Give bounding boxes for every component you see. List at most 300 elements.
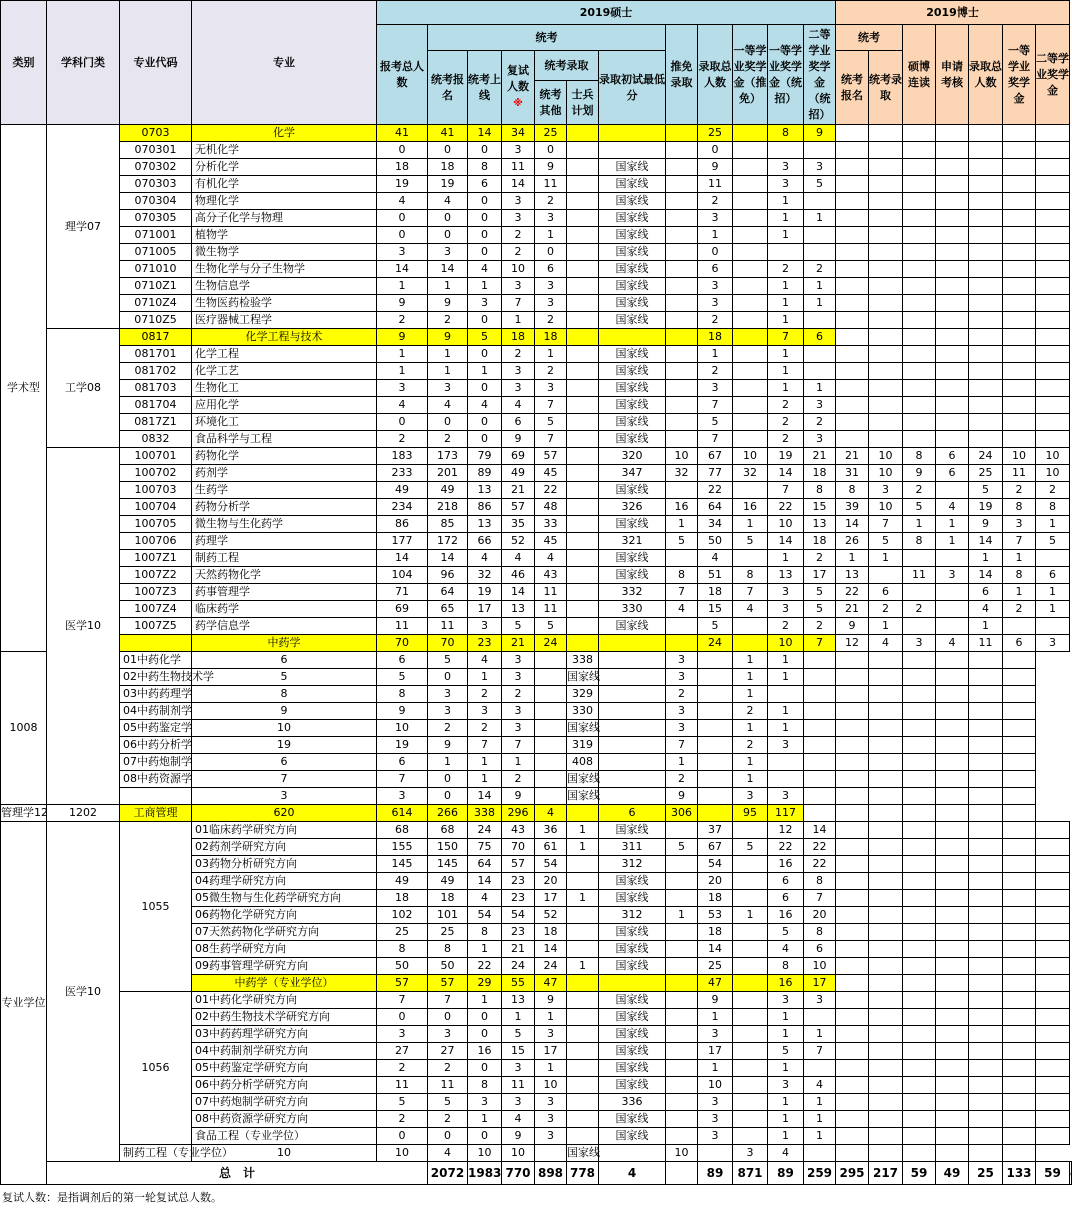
value-cell <box>535 771 567 788</box>
value-cell <box>666 958 698 975</box>
table-row <box>1 652 1072 669</box>
value-cell: 1 <box>698 1009 733 1026</box>
value-cell: 19 <box>192 737 377 754</box>
value-cell <box>836 958 869 975</box>
value-cell <box>1003 907 1036 924</box>
value-cell <box>836 1026 869 1043</box>
value-cell: 8 <box>468 159 502 176</box>
value-cell <box>666 635 698 652</box>
value-cell: 1 <box>768 312 804 329</box>
value-cell <box>666 380 698 397</box>
value-cell: 3 <box>468 1094 502 1111</box>
value-cell: 22 <box>768 499 804 516</box>
value-cell: 3 <box>535 1111 567 1128</box>
category-cell: 专业学位 <box>1 822 47 1185</box>
value-cell <box>869 822 903 839</box>
value-cell: 5 <box>468 329 502 346</box>
value-cell <box>936 414 969 431</box>
code-cell: 0710Z4 <box>120 295 192 312</box>
value-cell: 10 <box>377 720 428 737</box>
value-cell <box>903 822 936 839</box>
value-cell <box>666 1009 698 1026</box>
value-cell <box>1036 244 1070 261</box>
value-cell <box>969 941 1003 958</box>
discipline-cell: 工学08 <box>47 329 120 448</box>
value-cell <box>567 567 599 584</box>
value-cell: 1 <box>535 1060 567 1077</box>
value-cell <box>936 958 969 975</box>
table-row <box>1 516 1072 533</box>
code-cell: 081703 <box>120 380 192 397</box>
value-cell <box>969 958 1003 975</box>
value-cell: 3 <box>936 567 969 584</box>
major-cell: 药理学 <box>192 533 377 550</box>
value-cell <box>869 278 903 295</box>
code-cell: 1007Z2 <box>120 567 192 584</box>
value-cell: 4 <box>733 601 768 618</box>
value-cell: 8 <box>903 533 936 550</box>
value-cell <box>903 1145 936 1162</box>
table-row <box>1 567 1072 584</box>
value-cell <box>567 975 599 992</box>
value-cell <box>1036 176 1070 193</box>
value-cell: 86 <box>468 499 502 516</box>
value-cell: 国家线 <box>599 992 666 1009</box>
value-cell <box>836 737 869 754</box>
major-cell: 工商管理 <box>120 805 192 822</box>
value-cell: 50 <box>428 958 468 975</box>
value-cell <box>698 1145 733 1162</box>
value-cell: 218 <box>428 499 468 516</box>
value-cell: 11 <box>535 584 567 601</box>
major-cell: 02中药生物技术学研究方向 <box>192 1009 377 1026</box>
value-cell: 17 <box>804 567 836 584</box>
value-cell: 11 <box>428 1077 468 1094</box>
value-cell <box>567 941 599 958</box>
value-cell: 2 <box>903 482 936 499</box>
value-cell: 5 <box>666 839 698 856</box>
value-cell: 41 <box>377 125 428 142</box>
value-cell: 8 <box>804 482 836 499</box>
value-cell <box>869 686 903 703</box>
value-cell <box>567 584 599 601</box>
value-cell <box>733 176 768 193</box>
value-cell: 6 <box>768 890 804 907</box>
major-cell: 微生物学 <box>192 244 377 261</box>
value-cell: 8 <box>804 924 836 941</box>
value-cell: 311 <box>599 839 666 856</box>
value-cell <box>1003 278 1036 295</box>
value-cell: 4 <box>936 499 969 516</box>
value-cell <box>804 754 836 771</box>
value-cell <box>936 652 969 669</box>
major-cell: 应用化学 <box>192 397 377 414</box>
value-cell: 9 <box>377 295 428 312</box>
value-cell: 22 <box>698 482 733 499</box>
value-cell <box>903 278 936 295</box>
value-cell: 36 <box>535 822 567 839</box>
code-cell: 1007Z1 <box>120 550 192 567</box>
value-cell <box>836 907 869 924</box>
value-cell <box>666 176 698 193</box>
value-cell <box>733 618 768 635</box>
value-cell <box>936 771 969 788</box>
value-cell: 3 <box>428 380 468 397</box>
value-cell <box>836 788 869 805</box>
col-bed: 二等学业奖学金 <box>1036 25 1070 125</box>
value-cell: 57 <box>502 499 535 516</box>
value-cell: 52 <box>502 533 535 550</box>
value-cell <box>969 244 1003 261</box>
value-cell <box>936 703 969 720</box>
value-cell <box>567 363 599 380</box>
value-cell: 37 <box>698 822 733 839</box>
value-cell <box>903 1009 936 1026</box>
value-cell: 0 <box>468 1009 502 1026</box>
value-cell <box>804 771 836 788</box>
value-cell: 21 <box>502 941 535 958</box>
total-value: 259 <box>804 1162 836 1185</box>
value-cell: 国家线 <box>599 924 666 941</box>
value-cell: 1 <box>768 1009 804 1026</box>
value-cell <box>599 1145 666 1162</box>
value-cell: 国家线 <box>599 1009 666 1026</box>
value-cell: 3 <box>535 210 567 227</box>
value-cell: 9 <box>502 431 535 448</box>
value-cell: 1 <box>698 1060 733 1077</box>
value-cell <box>733 125 768 142</box>
value-cell: 17 <box>468 601 502 618</box>
value-cell: 0 <box>377 414 428 431</box>
value-cell: 2 <box>468 720 502 737</box>
value-cell: 1 <box>468 1111 502 1128</box>
value-cell: 47 <box>535 975 567 992</box>
value-cell <box>733 1128 768 1145</box>
value-cell: 4 <box>804 1077 836 1094</box>
value-cell <box>1036 278 1070 295</box>
value-cell: 1 <box>1036 516 1070 533</box>
value-cell <box>698 686 733 703</box>
value-cell: 70 <box>377 635 428 652</box>
value-cell: 1 <box>468 754 502 771</box>
value-cell: 14 <box>468 125 502 142</box>
value-cell: 1 <box>768 227 804 244</box>
value-cell: 17 <box>535 1043 567 1060</box>
value-cell <box>936 754 969 771</box>
value-cell <box>1003 788 1036 805</box>
value-cell: 4 <box>666 601 698 618</box>
value-cell <box>969 142 1003 159</box>
value-cell: 1 <box>377 363 428 380</box>
value-cell: 5 <box>768 1043 804 1060</box>
value-cell <box>969 346 1003 363</box>
value-cell <box>936 329 969 346</box>
value-cell <box>836 329 869 346</box>
value-cell: 9 <box>535 992 567 1009</box>
value-cell: 45 <box>535 465 567 482</box>
value-cell <box>1036 1111 1070 1128</box>
value-cell <box>969 159 1003 176</box>
value-cell <box>666 1026 698 1043</box>
value-cell <box>936 125 969 142</box>
value-cell: 23 <box>502 924 535 941</box>
value-cell: 1 <box>768 295 804 312</box>
value-cell: 54 <box>698 856 733 873</box>
value-cell: 9 <box>535 159 567 176</box>
value-cell <box>969 890 1003 907</box>
fsrs-mark: ※ <box>513 98 523 109</box>
value-cell: 338 <box>468 805 502 822</box>
value-cell: 2 <box>428 431 468 448</box>
value-cell <box>666 1111 698 1128</box>
value-cell <box>869 244 903 261</box>
value-cell: 1 <box>567 839 599 856</box>
discipline-cell: 理学07 <box>47 125 120 329</box>
discipline-cell: 医学10 <box>47 448 120 805</box>
value-cell: 8 <box>768 125 804 142</box>
value-cell: 20 <box>804 907 836 924</box>
value-cell <box>903 703 936 720</box>
value-cell: 8 <box>804 873 836 890</box>
value-cell: 22 <box>804 856 836 873</box>
value-cell <box>666 550 698 567</box>
value-cell <box>698 771 733 788</box>
value-cell: 54 <box>468 907 502 924</box>
code-cell: 0832 <box>120 431 192 448</box>
value-cell <box>1003 890 1036 907</box>
value-cell: 5 <box>768 924 804 941</box>
value-cell: 3 <box>768 992 804 1009</box>
value-cell <box>1036 363 1070 380</box>
value-cell <box>936 805 969 822</box>
value-cell: 16 <box>768 907 804 924</box>
value-cell <box>969 873 1003 890</box>
value-cell: 54 <box>535 856 567 873</box>
value-cell <box>836 720 869 737</box>
value-cell: 51 <box>698 567 733 584</box>
value-cell <box>936 346 969 363</box>
value-cell: 101 <box>428 907 468 924</box>
value-cell <box>567 210 599 227</box>
value-cell: 329 <box>567 686 599 703</box>
col-sbld: 硕博连读 <box>903 25 936 125</box>
table-row <box>1 397 1072 414</box>
value-cell: 国家线 <box>599 1128 666 1145</box>
value-cell: 1 <box>804 1128 836 1145</box>
code-cell: 1007Z4 <box>120 601 192 618</box>
value-cell <box>903 618 936 635</box>
value-cell <box>869 924 903 941</box>
value-cell: 2 <box>535 312 567 329</box>
code-cell: 071001 <box>120 227 192 244</box>
value-cell: 10 <box>1036 465 1070 482</box>
value-cell: 2 <box>768 261 804 278</box>
value-cell <box>567 499 599 516</box>
value-cell <box>969 720 1003 737</box>
value-cell: 14 <box>428 261 468 278</box>
value-cell <box>698 737 733 754</box>
value-cell: 3 <box>698 210 733 227</box>
value-cell <box>903 159 936 176</box>
value-cell <box>666 992 698 1009</box>
value-cell <box>1003 1043 1036 1060</box>
col-ed: 二等学业奖学金（统招） <box>804 25 836 125</box>
value-cell <box>567 601 599 618</box>
code-cell: 1056 <box>120 992 192 1145</box>
value-cell: 47 <box>698 975 733 992</box>
major-cell: 无机化学 <box>192 142 377 159</box>
value-cell <box>535 669 567 686</box>
value-cell: 18 <box>698 924 733 941</box>
value-cell: 347 <box>599 465 666 482</box>
value-cell <box>936 261 969 278</box>
value-cell <box>666 873 698 890</box>
major-cell: 03中药药理学研究方向 <box>192 1026 377 1043</box>
value-cell: 24 <box>535 635 567 652</box>
value-cell <box>1003 329 1036 346</box>
value-cell <box>903 992 936 1009</box>
col-btkbm: 统考报名 <box>836 51 869 125</box>
table-row <box>1 720 1072 737</box>
value-cell <box>1003 1145 1036 1162</box>
value-cell: 6 <box>1003 635 1036 652</box>
table-row <box>1 346 1072 363</box>
value-cell: 336 <box>599 1094 666 1111</box>
value-cell: 1 <box>869 550 903 567</box>
value-cell <box>903 1077 936 1094</box>
value-cell <box>698 669 733 686</box>
value-cell: 14 <box>502 584 535 601</box>
value-cell <box>869 329 903 346</box>
value-cell: 1 <box>804 380 836 397</box>
value-cell <box>1003 941 1036 958</box>
value-cell <box>567 618 599 635</box>
value-cell <box>733 890 768 907</box>
value-cell <box>666 890 698 907</box>
value-cell: 7 <box>468 737 502 754</box>
value-cell <box>903 550 936 567</box>
value-cell <box>1036 414 1070 431</box>
total-value: 871 <box>733 1162 768 1185</box>
value-cell <box>836 431 869 448</box>
value-cell <box>1003 1128 1036 1145</box>
value-cell: 0 <box>468 227 502 244</box>
value-cell: 19 <box>969 499 1003 516</box>
value-cell: 1 <box>768 210 804 227</box>
value-cell: 3 <box>666 720 698 737</box>
value-cell: 77 <box>698 465 733 482</box>
value-cell: 48 <box>535 499 567 516</box>
value-cell: 2 <box>377 431 428 448</box>
value-cell <box>567 278 599 295</box>
table-row <box>1 669 1072 686</box>
code-cell: 071005 <box>120 244 192 261</box>
value-cell <box>733 992 768 1009</box>
value-cell <box>567 397 599 414</box>
value-cell <box>869 363 903 380</box>
value-cell <box>969 1094 1003 1111</box>
value-cell: 3 <box>733 788 768 805</box>
value-cell <box>1036 1060 1070 1077</box>
value-cell <box>666 941 698 958</box>
value-cell <box>666 1077 698 1094</box>
value-cell: 1 <box>733 686 768 703</box>
value-cell: 20 <box>698 873 733 890</box>
value-cell: 8 <box>836 482 869 499</box>
value-cell <box>936 380 969 397</box>
value-cell: 27 <box>377 1043 428 1060</box>
value-cell <box>969 669 1003 686</box>
value-cell <box>936 397 969 414</box>
value-cell <box>733 431 768 448</box>
value-cell <box>666 159 698 176</box>
value-cell: 国家线 <box>599 397 666 414</box>
value-cell <box>1036 1043 1070 1060</box>
value-cell <box>1036 261 1070 278</box>
value-cell: 10 <box>869 448 903 465</box>
value-cell <box>836 992 869 1009</box>
total-value: 770 <box>502 1162 535 1185</box>
value-cell <box>666 975 698 992</box>
value-cell: 国家线 <box>599 227 666 244</box>
value-cell <box>768 754 804 771</box>
value-cell: 0 <box>468 193 502 210</box>
value-cell: 8 <box>377 686 428 703</box>
value-cell <box>836 703 869 720</box>
table-row <box>1 703 1072 720</box>
value-cell <box>903 329 936 346</box>
value-cell <box>903 1043 936 1060</box>
value-cell: 国家线 <box>599 278 666 295</box>
value-cell: 1 <box>768 669 804 686</box>
value-cell: 6 <box>599 805 666 822</box>
value-cell <box>733 975 768 992</box>
value-cell: 4 <box>468 261 502 278</box>
table-row <box>1 601 1072 618</box>
value-cell <box>1003 295 1036 312</box>
value-cell: 25 <box>698 958 733 975</box>
value-cell <box>869 380 903 397</box>
value-cell: 1 <box>468 278 502 295</box>
value-cell <box>903 125 936 142</box>
code-cell: 070305 <box>120 210 192 227</box>
value-cell: 7 <box>1003 533 1036 550</box>
value-cell: 1 <box>804 1111 836 1128</box>
value-cell: 70 <box>502 839 535 856</box>
value-cell: 3 <box>502 210 535 227</box>
value-cell <box>869 1094 903 1111</box>
value-cell <box>535 737 567 754</box>
major-cell: 01临床药学研究方向 <box>192 822 377 839</box>
value-cell: 296 <box>502 805 535 822</box>
col-tkbm: 统考报名 <box>428 51 468 125</box>
value-cell <box>936 1060 969 1077</box>
value-cell: 1 <box>428 346 468 363</box>
major-cell: 06中药分析学研究方向 <box>192 1077 377 1094</box>
value-cell: 7 <box>192 771 377 788</box>
value-cell: 2 <box>535 363 567 380</box>
value-cell: 16 <box>768 975 804 992</box>
value-cell: 0 <box>428 414 468 431</box>
value-cell: 3 <box>502 652 535 669</box>
table-row <box>1 329 1072 346</box>
value-cell <box>567 550 599 567</box>
value-cell: 6 <box>192 652 377 669</box>
value-cell: 24 <box>502 958 535 975</box>
value-cell: 4 <box>535 805 567 822</box>
value-cell: 2 <box>804 414 836 431</box>
value-cell <box>836 1009 869 1026</box>
